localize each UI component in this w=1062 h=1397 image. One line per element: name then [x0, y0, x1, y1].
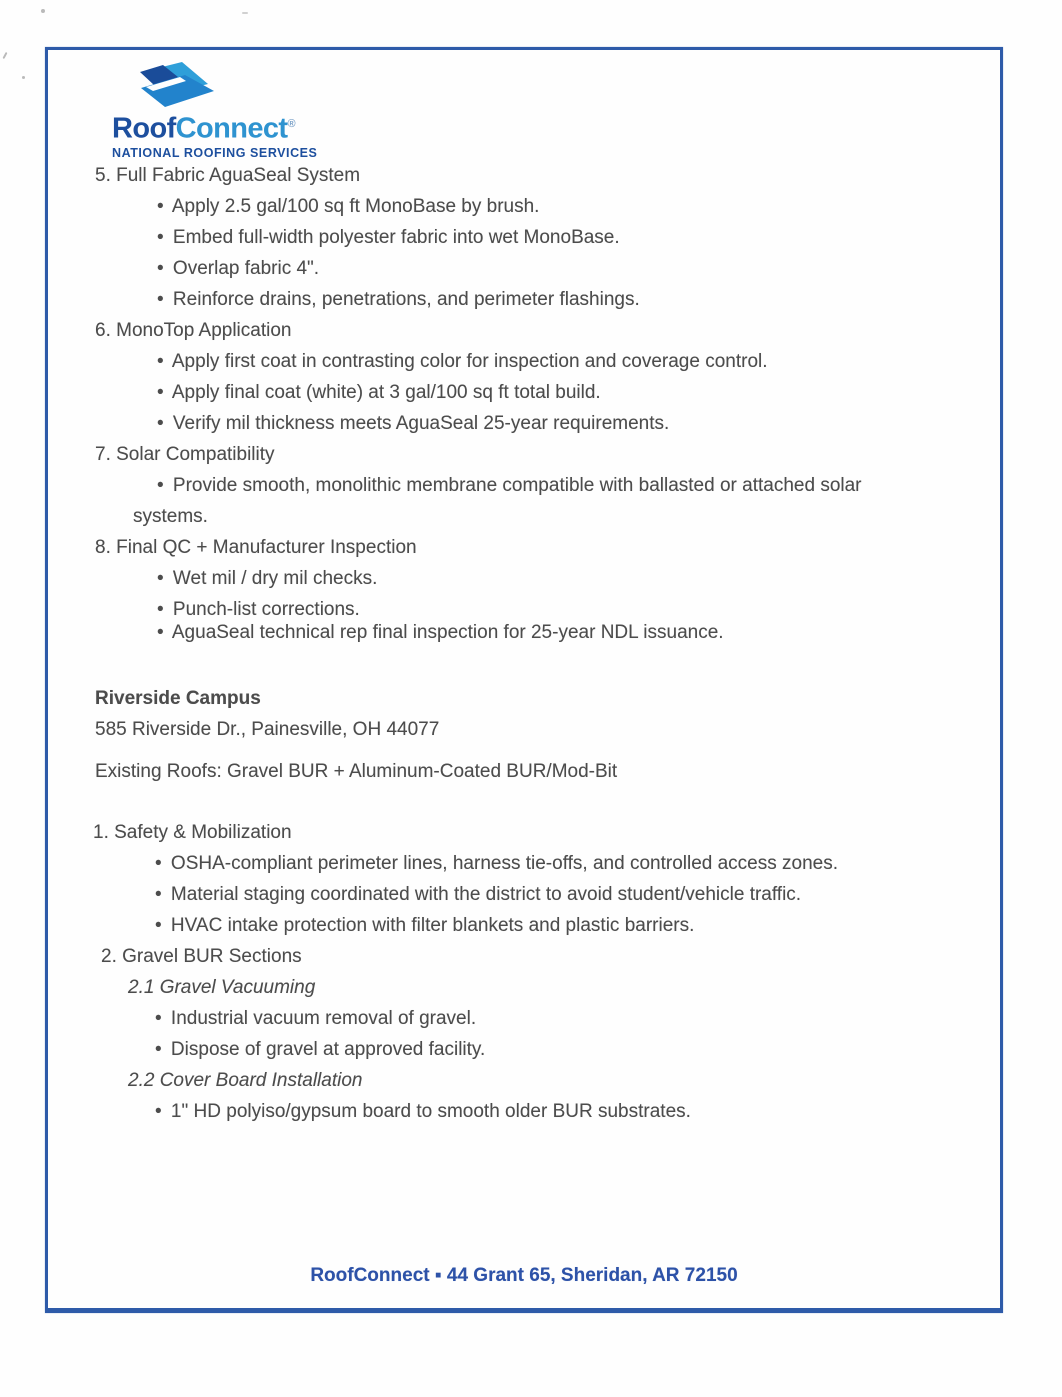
bullet-dot-icon: •: [157, 382, 168, 403]
section-title: 1. Safety & Mobilization: [93, 822, 292, 843]
bullet-item: • Punch-list corrections.: [157, 599, 360, 620]
bullet-item: • Reinforce drains, penetrations, and perimeter flashings.: [157, 289, 640, 310]
bullet-dot-icon: •: [157, 475, 168, 496]
logo-word-connect: Connect: [175, 112, 288, 145]
section-6: [95, 315, 895, 439]
spec-sections-top: [95, 160, 895, 648]
bullet-dot-icon: •: [155, 853, 166, 874]
bullet-dot-icon: •: [155, 884, 166, 905]
bullet-dot-icon: •: [155, 1101, 166, 1122]
bullet-dot-icon: •: [155, 915, 166, 936]
property-existing-roofs: Existing Roofs: Gravel BUR + Aluminum-Coated BUR/Mod-Bit: [95, 761, 618, 782]
bullet-dot-icon: •: [155, 1039, 166, 1060]
scan-speck: [2, 52, 7, 59]
roof-stack-icon: [128, 60, 220, 108]
scan-speck: [22, 76, 25, 79]
bullet-dot-icon: •: [157, 227, 168, 248]
section-title: 6. MonoTop Application: [95, 320, 292, 341]
bullet-dot-icon: •: [157, 413, 168, 434]
bullet-item: • Overlap fabric 4".: [157, 258, 320, 279]
scan-speck: [242, 12, 248, 14]
bullet-item: • Apply first coat in contrasting color for inspection and coverage control.: [157, 351, 768, 372]
bullet-dot-icon: •: [157, 258, 168, 279]
property-name: Riverside Campus: [95, 688, 261, 709]
bullet-item: • OSHA-compliant perimeter lines, harness tie-offs, and controlled access zones.: [155, 853, 839, 874]
bullet-dot-icon: •: [157, 599, 168, 620]
section-title: 8. Final QC + Manufacturer Inspection: [95, 537, 417, 558]
bullet-item: • Embed full-width polyester fabric into wet MonoBase.: [157, 227, 620, 248]
bullet-item: • Apply 2.5 gal/100 sq ft MonoBase by brush.: [157, 196, 540, 217]
subsection-title: 2.1 Gravel Vacuuming: [128, 977, 316, 998]
bullet-dot-icon: •: [157, 289, 168, 310]
bullet-item: • Verify mil thickness meets AguaSeal 25-year requirements.: [157, 413, 670, 434]
bullet-dot-icon: •: [157, 622, 168, 643]
bullet-item: • 1" HD polyiso/gypsum board to smooth older BUR substrates.: [155, 1101, 691, 1122]
bullet-item: • HVAC intake protection with filter blankets and plastic barriers.: [155, 915, 695, 936]
bullet-item: • Apply final coat (white) at 3 gal/100 sq ft total build.: [157, 382, 601, 403]
section-title: 7. Solar Compatibility: [95, 444, 275, 465]
footer-address: RoofConnect ▪ 44 Grant 65, Sheridan, AR 72150: [310, 1265, 738, 1286]
bullet-dot-icon: •: [157, 568, 168, 589]
bullet-item: • Material staging coordinated with the district to avoid student/vehicle traffic.: [155, 884, 802, 905]
scan-speck: [41, 9, 45, 13]
bullet-dot-icon: •: [157, 351, 168, 372]
section-title: 2. Gravel BUR Sections: [101, 946, 302, 967]
section-7: [95, 439, 895, 532]
bullet-item: • Provide smooth, monolithic membrane compatible with ballasted or attached solar systems.: [133, 475, 862, 527]
bullet-dot-icon: •: [157, 196, 168, 217]
section-title: 5. Full Fabric AguaSeal System: [95, 165, 361, 186]
bullet-item: • Dispose of gravel at approved facility.: [155, 1039, 486, 1060]
subsection-title: 2.2 Cover Board Installation: [128, 1070, 363, 1091]
bullet-item: • Wet mil / dry mil checks.: [157, 568, 378, 589]
property-address: 585 Riverside Dr., Painesville, OH 44077: [95, 719, 440, 740]
section-5: [95, 160, 895, 315]
logo-wordmark: [112, 109, 317, 144]
registered-mark: ®: [287, 118, 296, 130]
roofconnect-logo: [112, 60, 317, 160]
logo-word-roof: Roof: [112, 112, 176, 145]
bullet-item: • Industrial vacuum removal of gravel.: [155, 1008, 477, 1029]
spec-sections-bottom: [93, 817, 893, 1127]
bullet-dot-icon: •: [155, 1008, 166, 1029]
bullet-item: • AguaSeal technical rep final inspection for 25-year NDL issuance.: [157, 622, 724, 643]
section-8: [95, 532, 895, 648]
property-block: [95, 683, 617, 787]
section-1: [93, 817, 893, 941]
section-2: [93, 941, 893, 1127]
logo-tagline: NATIONAL ROOFING SERVICES: [112, 145, 318, 160]
